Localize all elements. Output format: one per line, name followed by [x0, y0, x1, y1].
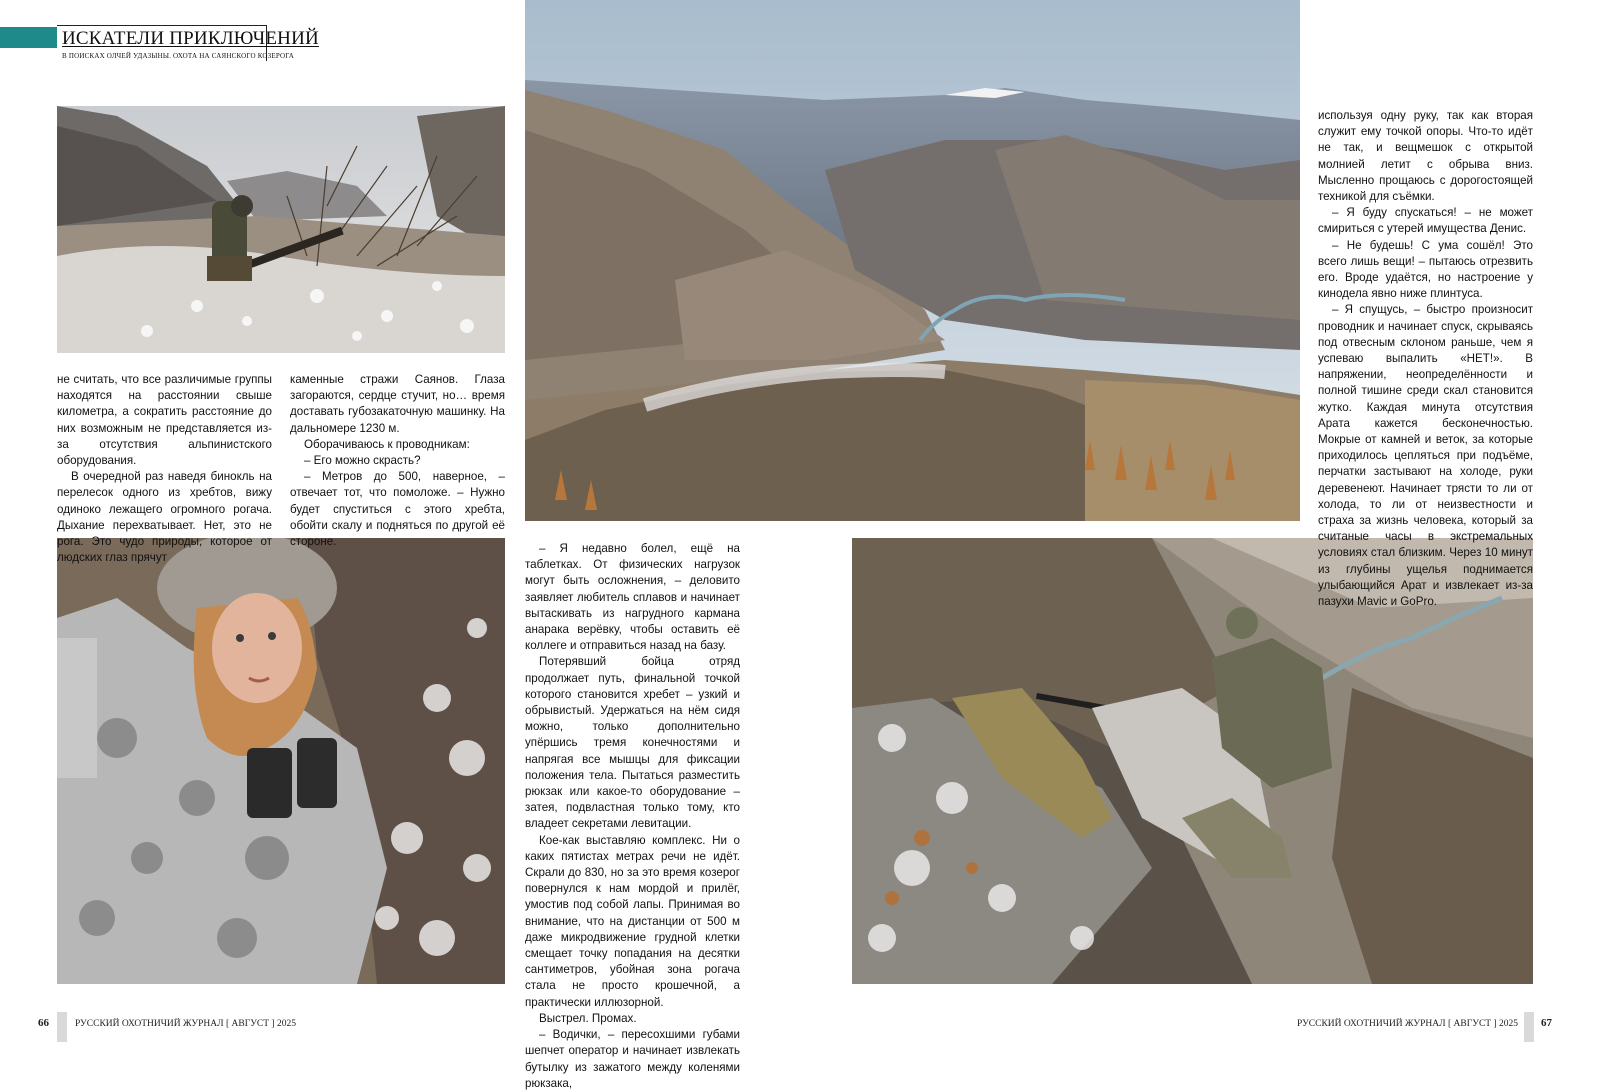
issue-year: 2025 — [276, 1019, 296, 1029]
article-subtitle: В ПОИСКАХ ОЛЧЕЙ УДАЗЫНЫ. ОХОТА НА САЯНСКОГО КОЗЕРОГА — [62, 52, 295, 60]
footer-left — [75, 1019, 296, 1029]
journal-name: РУССКИЙ ОХОТНИЧИЙ ЖУРНАЛ — [1297, 1019, 1446, 1029]
paragraph: Потерявший бойца отряд продолжает путь, финальной точкой которого становится хребет – узкий и обрывистый. Удержаться на нём сидя можно, только дополнительно упёршись тремя конечностями и напрягая все мышцы для фиксации положения тела. Пытаться разместить рюкзак или какое-то оборудование – затея, подвластная только тому, кто владеет секретами левитации. — [525, 655, 740, 831]
text-column-middle — [525, 541, 740, 1092]
paragraph: – Его можно скрасть? — [304, 454, 421, 468]
paragraph: – Я спущусь, – быстро произносит проводник и начинает спуск, скрываясь под отвесным склоном раньше, чем я успеваю выпалить «НЕТ!». В напряжении, неопределённости и полной тишине среди скал становится жутко. Каждая минута отсутствия Арата кажется бесконечностью. Мокрые от камней и веток, за которые приходилось цепляться при подъёме, перчатки застывают на холоде, руки деревенеют. Начинает трясти то ли от холода, то ли от неизвестности и страха за жизнь человека, который за считаные часы в экстремальных условиях стал близким. Через 10 минут из глубины ущелья поднимается улыбающийся Арат и извлекает из-за пазухи Mavic и GoPro. — [1318, 303, 1533, 609]
text-column-right — [1318, 108, 1533, 610]
journal-name: РУССКИЙ ОХОТНИЧИЙ ЖУРНАЛ — [75, 1019, 224, 1029]
issue-year: 2025 — [1499, 1019, 1518, 1029]
issue-month: [ АВГУСТ ] — [1447, 1019, 1497, 1029]
paragraph: каменные стражи Саянов. Глаза загораются, сердце стучит, но… время доставать губозакаточную машинку. На дальномере 1230 м. — [290, 373, 505, 435]
text-column-left-2 — [290, 372, 505, 550]
photo-hunter-binoculars — [57, 106, 505, 353]
paragraph: Выстрел. Промах. — [539, 1011, 637, 1025]
rubric-title: ИСКАТЕЛИ ПРИКЛЮЧЕНИЙ — [62, 28, 319, 49]
paragraph: – Я недавно болел, ещё на таблетках. От физических нагрузок могут быть осложнения, – деловито заявляет любитель сплавов и начинает вытаскивать из нагрудного кармана анарака верёвку, чтобы оставить её коллеге и отправиться назад на базу. — [525, 542, 740, 653]
photo-selfie-woman — [57, 538, 505, 984]
paragraph: Кое-как выставляю комплекс. Ни о каких пятистах метрах речи не идёт. Скрали до 830, но за это время козерог повернулся к нам мордой и прилёг, умостив под собой лапы. Принимая во внимание, что на дистанции от 500 м даже микродвижение грудной клетки смещает точку попадания на десятки сантиметров, убойная зона рогача стала не просто крошечной, а практически иллюзорной. — [525, 833, 740, 1009]
page-number-right: 67 — [1541, 1017, 1552, 1029]
paragraph: – Метров до 500, наверное, – отвечает тот, что помоложе. – Нужно будет спуститься с этого хребта, обойти скалу и подняться по другой её стороне. — [290, 470, 505, 549]
margin-bar-left — [57, 1012, 67, 1042]
issue-month: [ АВГУСТ ] — [225, 1019, 275, 1029]
paragraph: Оборачиваюсь к проводникам: — [304, 437, 470, 451]
text-column-left-1 — [57, 372, 272, 566]
margin-bar-right — [1524, 1012, 1534, 1042]
paragraph: – Водички, – пересохшими губами шепчет оператор и начинает извлекать бутылку из зажатого между коленями рюкзака, — [525, 1028, 740, 1090]
paragraph: не считать, что все различимые группы находятся на расстоянии свыше километра, а сократить расстояние до них возможным не представляется из-за отсутствия альпинистского оборудования. — [57, 373, 272, 468]
accent-bar — [0, 27, 57, 48]
page-number-left: 66 — [38, 1017, 49, 1029]
paragraph: используя одну руку, так как вторая служит ему точкой опоры. Что-то идёт не так, и вещмешок с открытой молнией летит с обрыва вниз. Мысленно прощаюсь с дорогостоящей техникой для съёмки. — [1318, 109, 1533, 204]
paragraph: В очередной раз наведя бинокль на перелесок одного из хребтов, вижу одиноко лежащего огромного рогача. Дыхание перехватывает. Нет, это не рога. Это чудо природы, которое от людских глаз прячут — [57, 470, 272, 565]
photo-mountain-panorama — [525, 0, 1300, 521]
footer-right — [1297, 1019, 1518, 1029]
paragraph: – Не будешь! С ума сошёл! Это всего лишь вещи! – пытаюсь отрезвить его. Вроде удаётся, но настроение у кинодела явно ниже плинтуса. — [1318, 238, 1533, 301]
paragraph: – Я буду спускаться! – не может смириться с утерей имущества Денис. — [1318, 206, 1533, 236]
